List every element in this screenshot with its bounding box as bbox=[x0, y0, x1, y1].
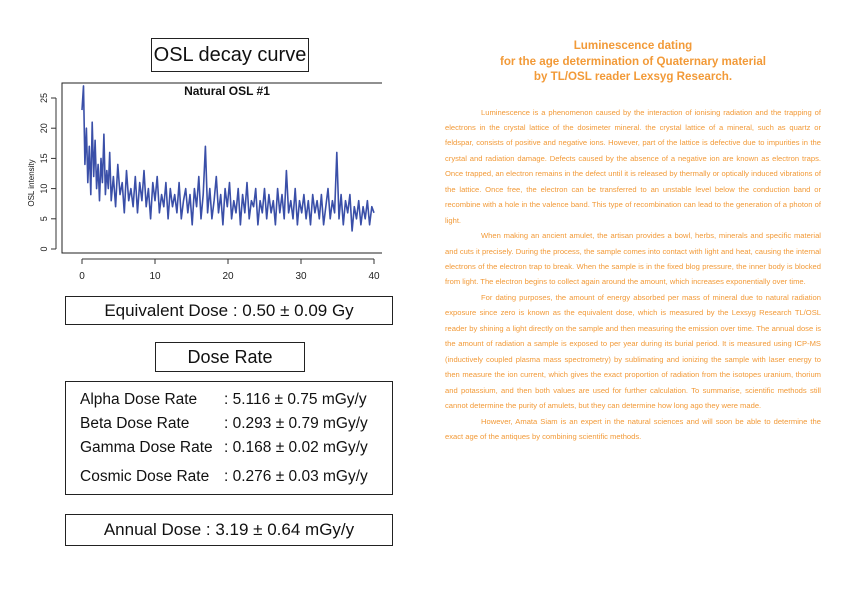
y-tick-label: 0 bbox=[39, 246, 49, 252]
dose-rate-value: : 5.116 ± 0.75 mGy/y bbox=[224, 391, 367, 408]
y-axis-label: OSL intensity bbox=[27, 159, 36, 207]
equivalent-dose-text: Equivalent Dose : 0.50 ± 0.09 Gy bbox=[104, 300, 354, 320]
dose-rate-value: : 0.168 ± 0.02 mGy/y bbox=[224, 439, 368, 456]
dose-rate-name: Cosmic Dose Rate bbox=[80, 468, 210, 485]
dose-rate-name: Gamma Dose Rate bbox=[80, 439, 213, 456]
dose-rate-name: Alpha Dose Rate bbox=[80, 391, 198, 408]
equivalent-dose-box bbox=[65, 296, 393, 325]
article-title-line: by TL/OSL reader Lexsyg Research. bbox=[533, 70, 733, 83]
article-title bbox=[445, 38, 821, 85]
x-tick-label: 20 bbox=[222, 271, 234, 282]
y-tick-label: 20 bbox=[39, 123, 49, 134]
gamma-dose-rate-row bbox=[80, 439, 368, 457]
y-tick-label: 15 bbox=[39, 153, 49, 164]
article-paragraph: When making an ancient amulet, the artisan provides a bowl, herbs, minerals and specific material and cuts it precisely. During the process, the sample comes into contact with light and heat, causing the internal electrons of the electron trap to break. When the sample is in the fixed blog pressure, the inner body is blocked from light. The electron begins to collect again around the amount, which increases exponentially over time. bbox=[445, 231, 821, 287]
article-paragraph: However, Amata Siam is an expert in the natural sciences and will soon be able to determine the exact age of the antiques by combining scientific methods. bbox=[445, 416, 821, 442]
dose-rate-value: : 0.276 ± 0.03 mGy/y bbox=[224, 468, 368, 485]
osl-chart-svg bbox=[22, 80, 382, 285]
annual-dose-text: Annual Dose : 3.19 ± 0.64 mGy/y bbox=[103, 520, 355, 539]
y-tick-label: 10 bbox=[39, 183, 49, 194]
x-tick-label: 0 bbox=[79, 271, 85, 282]
x-tick-label: 40 bbox=[368, 271, 380, 282]
alpha-dose-rate-row bbox=[80, 391, 367, 409]
cosmic-dose-rate-row bbox=[80, 468, 368, 486]
x-tick-label: 30 bbox=[295, 271, 307, 282]
y-tick-label: 5 bbox=[39, 216, 49, 222]
article-body bbox=[445, 105, 821, 445]
article-paragraph: Luminescence is a phenomenon caused by the interaction of ionising radiation and the trapping of electrons in the crystal lattice of the dosimeter mineral. the crystal lattice of a mineral, such as quartz or feldspar, consists of positive and negative ions. However, part of the lattice is defective due to impurities in the crystal and radiation damage. Defects caused by the absence of a negative ion are known as electron traps. Once trapped, an electron remains in the defect until it is released by thermally or optically induced vibrations of the lattice. Once free, the electron can be transferred to an unstable level below the conduction band or recombine with a hole in the valence band. This type of recombination can lead to the generation of a photon of light. bbox=[445, 107, 821, 225]
beta-dose-rate-row bbox=[80, 415, 368, 433]
annual-dose-box bbox=[65, 514, 393, 546]
y-tick-label: 25 bbox=[39, 92, 49, 104]
osl-chart bbox=[22, 80, 382, 285]
dose-rate-name: Beta Dose Rate bbox=[80, 415, 190, 432]
dose-rate-title-text: Dose Rate bbox=[187, 346, 273, 367]
dose-rates-box bbox=[65, 381, 393, 495]
article-title-line: for the age determination of Quaternary material bbox=[499, 54, 767, 68]
osl-decay-curve-title: OSL decay curve bbox=[151, 38, 309, 72]
x-tick-label: 10 bbox=[149, 271, 161, 282]
chart-title: Natural OSL #1 bbox=[184, 84, 270, 98]
article-paragraph: For dating purposes, the amount of energy absorbed per mass of mineral due to natural radiation exposure since zero is known as the equivalent dose, which is measured by the Lexsyg Research TL/OSL reader by shining a light directly on the sample and then measuring the emission over time. The annual dose is the amount of radiation a sample is exposed to per year during its burial period. It is measured using ICP-MS (inductively coupled plasma mass spectrometry) by sublimating and ionizing the sample with laser energy to then measure the ion current, which gives the exact proportion of radiation from the isotopes uranium, thorium and potassium, and then both values are used for further calculation. To summarise, scientific methods still cannot determine the purity of amulets, but they can determine how long ago they were made. bbox=[445, 292, 821, 411]
article-title-line: Luminescence dating bbox=[573, 39, 693, 52]
dose-rate-value: : 0.293 ± 0.79 mGy/y bbox=[224, 415, 368, 432]
dose-rate-title bbox=[155, 342, 305, 372]
article bbox=[445, 38, 821, 444]
